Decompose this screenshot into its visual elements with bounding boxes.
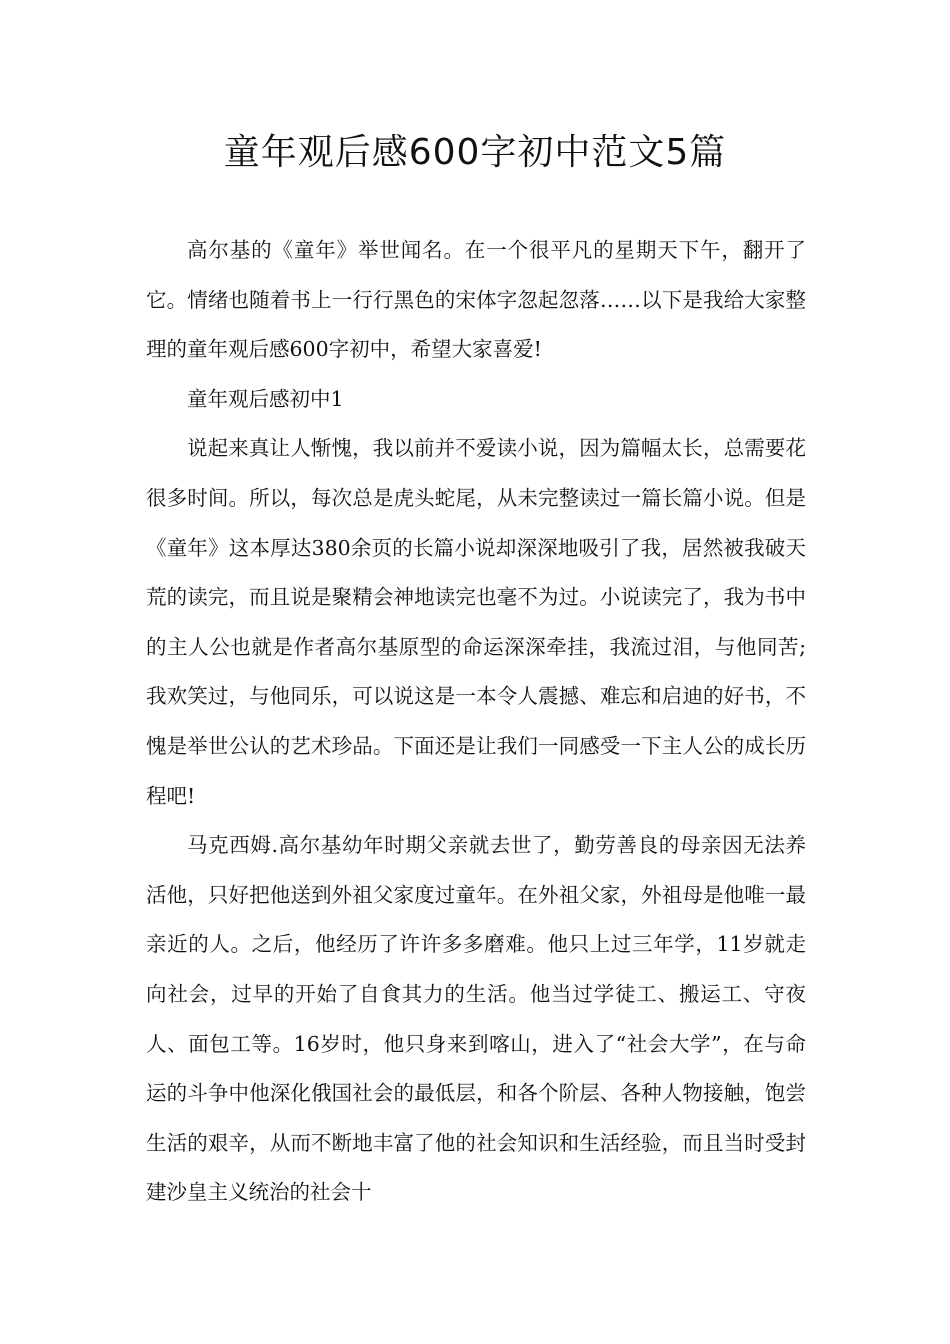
paragraph: 说起来真让人惭愧，我以前并不爱读小说，因为篇幅太长，总需要花很多时间。所以，每次总是虎头蛇尾，从未完整读过一篇长篇小说。但是《童年》这本厚达380余页的长篇小说却深深地吸引了我，居然被我破天荒的读完，而且说是聚精会神地读完也毫不为过。小说读完了，我为书中的主人公也就是作者高尔基原型的命运深深牵挂，我流过泪，与他同苦;我欢笑过，与他同乐，可以说这是一本令人震撼、难忘和启迪的好书，不愧是举世公认的艺术珍品。下面还是让我们一同感受一下主人公的成长历程吧!: [146, 436, 806, 808]
document-title: 童年观后感600字初中范文5篇: [223, 132, 727, 173]
section-heading: 童年观后感初中1: [187, 386, 344, 411]
paragraph-intro: 高尔基的《童年》举世闻名。在一个很平凡的星期天下午，翻开了它。情绪也随着书上一行行黑色的宋体字忽起忽落……以下是我给大家整理的童年观后感600字初中，希望大家喜爱!: [146, 238, 806, 362]
paragraph: 马克西姆.高尔基幼年时期父亲就去世了，勤劳善良的母亲因无法养活他，只好把他送到外祖父家度过童年。在外祖父家，外祖母是他唯一最亲近的人。之后，他经历了许许多多磨难。他只上过三年学，11岁就走向社会，过早的开始了自食其力的生活。他当过学徒工、搬运工、守夜人、面包工等。16岁时，他只身来到喀山，进入了“社会大学”，在与命运的斗争中他深化俄国社会的最低层，和各个阶层、各种人物接触，饱尝生活的艰辛，从而不断地丰富了他的社会知识和生活经验，而且当时受封建沙皇主义统治的社会十: [146, 833, 806, 1205]
document-body: [146, 226, 806, 1218]
